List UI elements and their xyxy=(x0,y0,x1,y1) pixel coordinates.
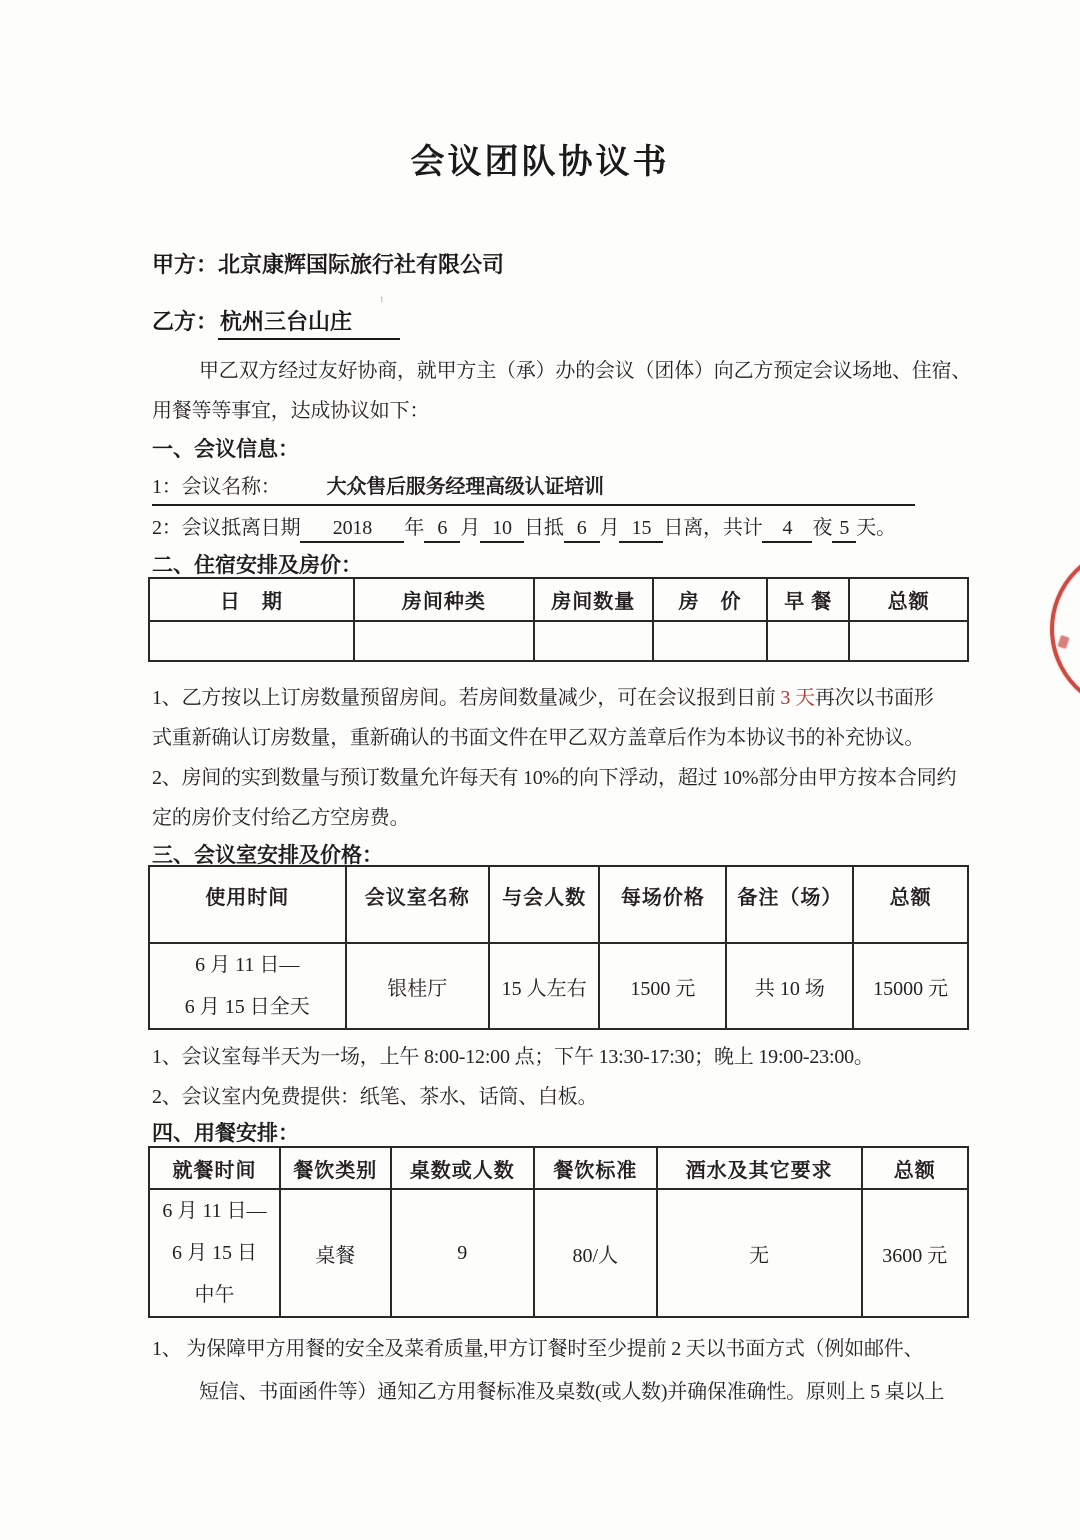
party-a-name: 北京康辉国际旅行社有限公司 xyxy=(218,252,505,277)
cell-empty xyxy=(849,621,968,661)
col-meal-standard: 餐饮标准 xyxy=(534,1147,657,1189)
cell-empty xyxy=(534,621,653,661)
day2-blank: 15 xyxy=(619,517,663,543)
page-title: 会议团队协议书 xyxy=(410,144,670,181)
nights-blank: 4 xyxy=(762,517,812,543)
col-total: 总额 xyxy=(862,1147,969,1189)
red-seal-stamp xyxy=(1050,545,1080,713)
party-b-label: 乙方： xyxy=(152,309,219,334)
col-price-per-session: 每场价格 xyxy=(599,866,726,943)
col-meal-time: 就餐时间 xyxy=(149,1147,280,1189)
col-room-price: 房 价 xyxy=(653,578,768,621)
col-total: 总额 xyxy=(853,866,968,943)
col-drinks: 酒水及其它要求 xyxy=(657,1147,862,1189)
accommodation-table xyxy=(148,577,969,662)
note1-post: 再次以书面形 xyxy=(814,687,934,709)
cell-total: 3600 元 xyxy=(862,1189,969,1317)
meeting-room-table xyxy=(148,865,969,1030)
col-table-count: 桌数或人数 xyxy=(391,1147,534,1189)
col-sessions-note: 备注（场） xyxy=(726,866,853,943)
year-suffix: 年 xyxy=(404,517,425,539)
section3-note2: 2、会议室内免费提供：纸笔、茶水、话筒、白板。 xyxy=(152,1086,598,1108)
cell-sessions: 共 10 场 xyxy=(726,943,853,1029)
cell-empty xyxy=(653,621,768,661)
cell-room-name: 银桂厅 xyxy=(346,943,489,1029)
meal-time-line3: 中午 xyxy=(194,1284,235,1306)
cell-empty xyxy=(149,621,354,661)
meeting-room-data-row xyxy=(149,943,968,1029)
section2-note2-line1: 2、房间的实到数量与预订数量允许每天有 10%的向下浮动，超过 10%部分由甲方按本合同约 xyxy=(152,767,957,789)
col-room-type: 房间种类 xyxy=(354,578,534,621)
cell-empty xyxy=(767,621,849,661)
party-a-line xyxy=(152,248,504,279)
note1-pre: 1、乙方按以上订房数量预留房间。若房间数量减少，可在会议报到日前 xyxy=(152,687,781,709)
meeting-name-line xyxy=(152,470,915,506)
day2-suffix: 日离，共计 xyxy=(663,517,763,539)
dates-label: 2：会议抵离日期 xyxy=(152,517,301,539)
month1-suffix: 月 xyxy=(460,517,481,539)
year-blank: 2018 xyxy=(300,517,404,543)
meeting-dates-line xyxy=(152,511,896,543)
cell-table-count: 9 xyxy=(391,1189,534,1317)
cell-attendees: 15 人左右 xyxy=(489,943,600,1029)
meeting-name-value: 大众售后服务经理高级认证培训 xyxy=(326,476,604,498)
section4-heading: 四、用餐安排： xyxy=(152,1121,299,1145)
col-attendees: 与会人数 xyxy=(489,866,600,943)
month2-suffix: 月 xyxy=(599,517,620,539)
cell-empty xyxy=(354,621,534,661)
meal-time-line1: 6 月 11 日— xyxy=(162,1200,267,1222)
usage-time-line1: 6 月 11 日— xyxy=(195,954,300,976)
days-blank: 5 xyxy=(832,517,856,543)
note1-highlight: 3 天 xyxy=(780,687,815,709)
col-room-qty: 房间数量 xyxy=(534,578,653,621)
accommodation-empty-row xyxy=(149,621,968,661)
section3-note1: 1、会议室每半天为一场，上午 8:00-12:00 点；下午 13:30-17:30；晚上 19:00-23:00。 xyxy=(152,1046,874,1068)
section1-heading: 一、会议信息： xyxy=(152,437,299,461)
days-suffix: 天。 xyxy=(856,517,896,539)
usage-time-line2: 6 月 15 日全天 xyxy=(184,996,310,1018)
day1-suffix: 日抵 xyxy=(524,517,564,539)
meeting-name-underline xyxy=(152,470,915,506)
month2-blank: 6 xyxy=(564,517,600,543)
col-total: 总额 xyxy=(849,578,968,621)
dining-header-row xyxy=(149,1147,968,1189)
cell-meal-time xyxy=(149,1189,280,1317)
section3-heading: 三、会议室安排及价格： xyxy=(152,843,383,867)
dining-data-row xyxy=(149,1189,968,1317)
col-usage-time: 使用时间 xyxy=(149,866,346,943)
day1-blank: 10 xyxy=(480,517,524,543)
dining-table xyxy=(148,1146,969,1318)
col-room-name: 会议室名称 xyxy=(346,866,489,943)
cell-drinks: 无 xyxy=(657,1189,862,1317)
section2-note1-line2: 式重新确认订房数量，重新确认的书面文件在甲乙双方盖章后作为本协议书的补充协议。 xyxy=(152,727,925,749)
party-b-name: 杭州三台山庄 xyxy=(218,305,400,340)
cell-price-per-session: 1500 元 xyxy=(599,943,726,1029)
meeting-name-label: 1：会议名称： xyxy=(152,476,281,498)
section2-note2-line2: 定的房价支付给乙方空房费。 xyxy=(152,807,410,829)
section2-heading: 二、住宿安排及房价： xyxy=(152,553,362,577)
col-date: 日 期 xyxy=(149,578,354,621)
section4-note1-line2: 短信、书面函件等）通知乙方用餐标准及桌数(或人数)并确保准确性。原则上 5 桌以上 xyxy=(199,1381,945,1403)
cell-meal-standard: 80/人 xyxy=(534,1189,657,1317)
section4-note1-line1: 1、 为保障甲方用餐的安全及菜肴质量,甲方订餐时至少提前 2 天以书面方式（例如邮件、 xyxy=(152,1338,924,1360)
cell-total: 15000 元 xyxy=(853,943,968,1029)
section2-note1-line1 xyxy=(152,681,934,710)
scan-artifact: ¹ xyxy=(380,294,384,308)
meal-time-line2: 6 月 15 日 xyxy=(172,1242,258,1264)
intro-line-2: 用餐等等事宜，达成协议如下： xyxy=(152,400,430,422)
meeting-room-header-row xyxy=(149,866,968,943)
col-meal-type: 餐饮类别 xyxy=(280,1147,391,1189)
cell-meal-type: 桌餐 xyxy=(280,1189,391,1317)
party-a-label: 甲方： xyxy=(152,252,219,277)
intro-line-1: 甲乙双方经过友好协商，就甲方主（承）办的会议（团体）向乙方预定会议场地、住宿、 xyxy=(199,360,972,382)
party-b-line xyxy=(152,305,400,340)
cell-usage-time xyxy=(149,943,346,1029)
month1-blank: 6 xyxy=(424,517,460,543)
accommodation-header-row xyxy=(149,578,968,621)
col-breakfast: 早 餐 xyxy=(767,578,849,621)
nights-suffix: 夜 xyxy=(812,517,833,539)
